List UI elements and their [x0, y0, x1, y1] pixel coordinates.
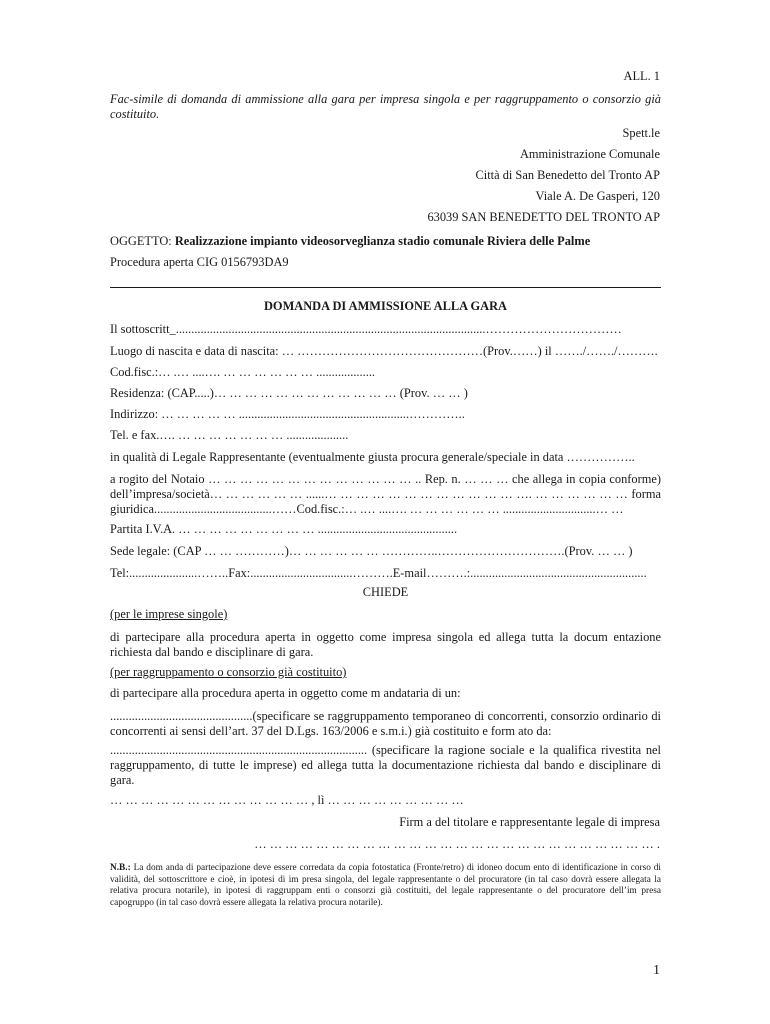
subject-text: Realizzazione impianto videosorveglianza stadio comunale Riviera delle Palme	[174, 234, 591, 248]
recipient-line-2: Città di San Benedetto del Tronto AP	[475, 168, 660, 182]
document-subtitle: Fac-simile di domanda di ammissione alla gara per impresa singola e per raggruppamento o consorzio già costituito.	[110, 92, 661, 121]
attachment-label: ALL. 1	[623, 69, 660, 83]
subject	[110, 234, 590, 249]
field-vat: Partita I.V.A. … … … … … … … … … .............................................	[110, 522, 458, 536]
single-enterprise-text: di partecipare alla procedura aperta in oggetto come impresa singola ed allega tutta la docum entazione richiesta dal bando e disciplinare di gara.	[110, 630, 661, 659]
recipient-line-4: 63039 SAN BENEDETTO DEL TRONTO AP	[427, 210, 660, 224]
document-title: DOMANDA DI AMMISSIONE ALLA GARA	[263, 299, 508, 313]
signature-label: Firm a del titolare e rappresentante legale di impresa	[399, 815, 660, 829]
procedure-line: Procedura aperta CIG 0156793DA9	[110, 255, 289, 269]
separator-rule	[110, 287, 661, 288]
recipient-line-1: Amministrazione Comunale	[519, 147, 660, 161]
group-text: di partecipare alla procedura aperta in oggetto come m andataria di un:	[110, 686, 461, 700]
note-text: La dom anda di partecipazione deve essere corredata da copia fotostatica (Fronte/retro) di idoneo docum ento di identificazione in corso di validità, del sottoscrittore e cioè, in ipotesi di im presa singola, del legale rappresentante o del procuratore (in tal caso dovrà essere allegata la relativa procura notarile), in ipotesi di raggruppam enti o consorzi già costituiti, del legale rappresentante o del procuratore dell’im presa capogruppo (in tal caso dovrà essere allegata la relativa procura notarile).	[110, 863, 661, 908]
field-undersigned: Il sottoscritt_....................................................................................................……………………………	[110, 322, 622, 336]
note-paragraph	[110, 863, 661, 909]
field-birth: Luogo di nascita e data di nascita: … ………………………………………(Prov.……) il ……./……./……….	[110, 344, 658, 358]
group-specification-2: ................................................................................... (specificare la ragione sociale e la qualifica rivestita nel raggruppamento, di tutte le imprese) ed allega tutta la documentazione richiesta dal bando e disciplinare di gara.	[110, 743, 661, 787]
request-heading: CHIEDE	[362, 585, 409, 599]
field-notary: a rogito del Notaio … … … … … … … … … … … … … .. Rep. n. … … … che allega in copia conforme) dell’impresa/società… … … … … … ......… … … … … … … … … … … … …. … … … … … … forma giuridica......................................……Cod.fisc.:… .… ....…. … … … … … … ..............................… …	[110, 472, 661, 516]
field-tax-code: Cod.fisc.:… .… ....…. … … … … … … ...................	[110, 365, 376, 379]
field-address: Indirizzo: … … … … … .......................................................…………..	[110, 407, 465, 421]
note-label: N.B.:	[110, 863, 131, 873]
recipient-line-3: Viale A. De Gasperi, 120	[535, 189, 660, 203]
group-label: (per raggruppamento o consorzio già costituito)	[110, 665, 347, 679]
field-residence: Residenza: (CAP.....)… … … … … … … … … … … … (Prov. … … )	[110, 386, 468, 400]
signature-line: … … … … … … … … … … … … … … … … … … … … … … … … … … .	[254, 837, 660, 851]
single-enterprise-label: (per le imprese singole)	[110, 607, 228, 621]
field-capacity: in qualità di Legale Rappresentante (eventualmente giusta procura generale/speciale in data ……………..	[110, 450, 635, 464]
field-phone-fax: Tel. e fax.…. … … … … … … … ....................	[110, 428, 349, 442]
subject-label: OGGETTO:	[110, 234, 175, 248]
group-specification-1: ..............................................(specificare se raggruppamento temporaneo di concorrenti, consorzio ordinario di concorrenti ai sensi dell’art. 37 del D.Lgs. 163/2006 e s.m.i.) già costituito e form ato da:	[110, 709, 661, 738]
field-contacts: Tel:......................……..Fax:.................................……….E-mail……….:.........................................................	[110, 566, 647, 580]
page-number: 1	[653, 963, 660, 978]
recipient-salutation: Spett.le	[622, 126, 660, 140]
place-date-line: … … … … … … … … … … … … … , lì … … … … … … … … …	[110, 793, 464, 807]
field-legal-seat: Sede legale: (CAP … … …………)… … … … … … …………..………………………….(Prov. … … )	[110, 544, 633, 558]
